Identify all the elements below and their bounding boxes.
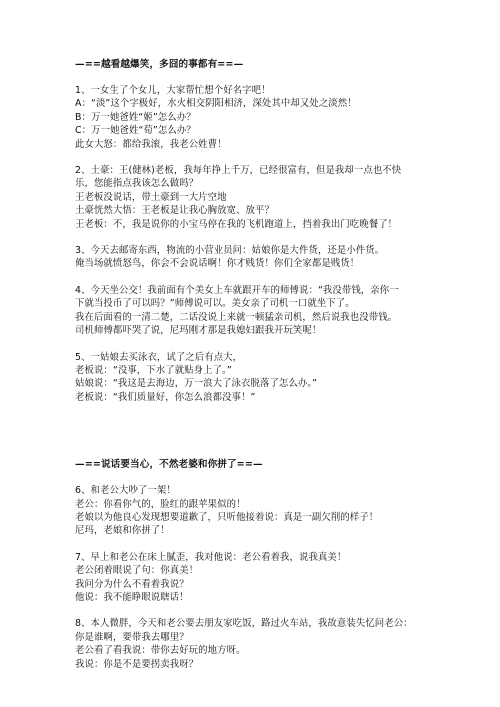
text-line: 1、一女生了个女儿，大家帮忙想个好名字吧！ (75, 85, 271, 96)
text-line: 下就当投币了可以吗？”师傅说可以。美女亲了司机一口就坐下了。 (75, 298, 355, 310)
text-line: 我说：你是不是要拐卖我呀？ (75, 658, 199, 670)
text-line: 俺当场就愤怒鸟，你会不会说话啊！你才贱货！你们全家都是贱货！ (75, 258, 360, 270)
text-line: 2、土豪：王(健林)老板，我每年挣上千万，已经很富有，但是我却一点也不快 (75, 165, 402, 177)
text-line: 你是谁啊，要带我去哪里？ (75, 631, 189, 643)
text-line: 5、一姑娘去买泳衣，试了之后有点大， (75, 351, 243, 363)
text-line: 尼玛，老娘和你拼了！ (75, 525, 170, 537)
text-line: 我在后面看的一清二楚，二话没说上来就一顿猛亲司机，然后说我也没带钱。 (75, 311, 398, 323)
text-line: 老公看了看我说：带你去好玩的地方呀。 (75, 645, 246, 657)
text-line: 7、早上和老公在床上腻歪，我对他说：老公看着我，说我真美！ (75, 551, 347, 563)
text-line: 乐，您能指点我该怎么做吗？ (75, 178, 199, 190)
text-line: 老公：你看你气的，脸红的跟苹果似的！ (75, 498, 246, 510)
text-line: 老板说：“我们质量好，你怎么浪都没事！” (75, 391, 256, 403)
text-line: B：万一她爸姓“姬”怎么办？ (75, 111, 196, 123)
text-line: A：“淡”这个字极好，水火相交阴阳相济，深处其中却又处之淡然！ (75, 98, 357, 110)
text-line: 姑娘说：“我这是去海边，万一浪大了泳衣脱落了怎么办。” (75, 378, 318, 390)
joke-3 (75, 244, 435, 271)
joke-6 (75, 484, 435, 538)
section-title-1: —==越看越爆笑，多囧的事都有==— (75, 59, 244, 70)
text-line: 此女大怒：都给我滚，我老公姓曹！ (75, 138, 227, 150)
section-gap (75, 417, 435, 444)
text-line: 司机师傅都吓哭了说，尼玛刚才那是我媳妇跟我开玩笑呢！ (75, 325, 322, 337)
text-line: 我问分为什么不看着我说？ (75, 578, 189, 590)
joke-4 (75, 284, 435, 338)
section-title-2: —==说话要当心，不然老婆和你拼了==— (75, 459, 263, 471)
document-content (75, 58, 435, 684)
text-line: C：万一她爸姓“荀”怎么办？ (75, 125, 196, 137)
text-line: 4、今天坐公交！我前面有个美女上车就跟开车的师傅说：“我没带钱，亲你一 (75, 284, 399, 296)
joke-5 (75, 351, 435, 405)
joke-8 (75, 617, 435, 671)
text-line: 老公闭着眼说了句：你真美！ (75, 565, 199, 577)
text-line: 6、和老公大吵了一架！ (75, 485, 176, 497)
text-line: 8、本人微胖，今天和老公要去朋友家吃饭，路过火车站，我故意装失忆问老公： (75, 618, 413, 630)
joke-1 (75, 84, 435, 151)
joke-7 (75, 551, 435, 605)
joke-2 (75, 164, 435, 231)
text-line: 老娘以为他良心发现想要道歉了，只听他接着说：真是一副欠削的样子！ (75, 511, 379, 523)
text-line: 王老板没说话，带土豪到一大片空地 (75, 191, 227, 203)
text-line: 3、今天去邮寄东西，物流的小营业员问：姑娘你是大件货，还是小件货。 (75, 245, 385, 257)
text-line: 王老板：不，我是说你的小宝马停在我的飞机跑道上，挡着我出门吃晚餐了！ (75, 218, 398, 230)
text-line: 土豪恍然大悟：王老板是让我心胸放宽、放平？ (75, 205, 274, 217)
text-line: 老板说：“没事，下水了就贴身上了。” (75, 364, 232, 376)
text-line: 他说：我不能睁眼说瞎话！ (75, 591, 189, 603)
